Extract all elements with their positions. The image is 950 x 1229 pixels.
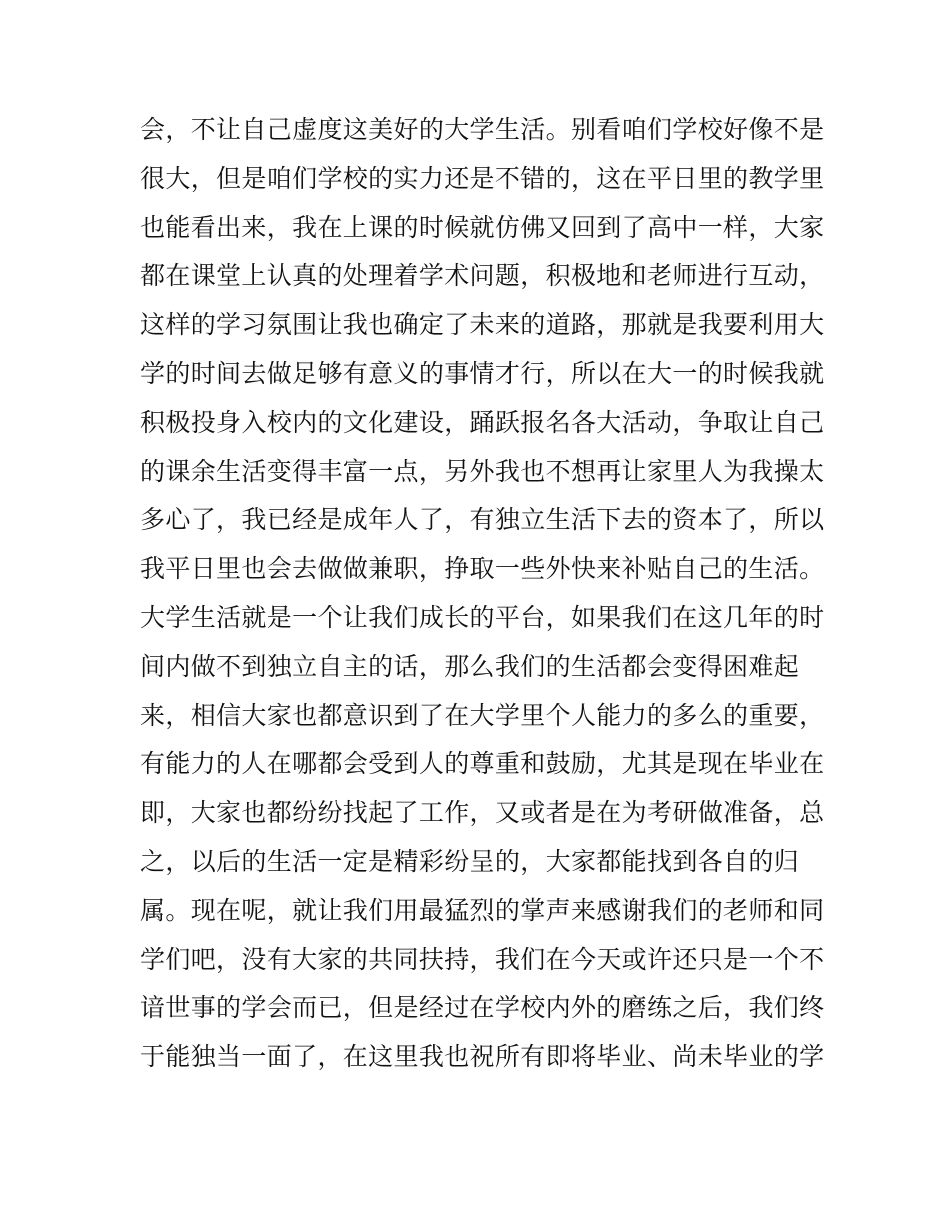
text-line-13: 来，相信大家也都意识到了在大学里个人能力的多么的重要， bbox=[140, 700, 825, 730]
text-line-7: 积极投身入校内的文化建设，踊跃报名各大活动，争取让自己 bbox=[140, 407, 825, 437]
text-line-5: 这样的学习氛围让我也确定了未来的道路，那就是我要利用大 bbox=[140, 310, 825, 340]
text-line-2: 很大，但是咱们学校的实力还是不错的，这在平日里的教学里 bbox=[140, 163, 825, 193]
text-line-9: 多心了，我已经是成年人了，有独立生活下去的资本了，所以 bbox=[140, 505, 825, 535]
text-line-19: 谙世事的学会而已，但是经过在学校内外的磨练之后，我们终 bbox=[140, 993, 825, 1023]
text-line-12: 间内做不到独立自主的话，那么我们的生活都会变得困难起 bbox=[140, 651, 800, 681]
text-line-11: 大学生活就是一个让我们成长的平台，如果我们在这几年的时 bbox=[140, 602, 825, 632]
text-line-8: 的课余生活变得丰富一点，另外我也不想再让家里人为我操太 bbox=[140, 456, 825, 486]
text-line-17: 属。现在呢，就让我们用最猛烈的掌声来感谢我们的老师和同 bbox=[140, 895, 825, 925]
text-line-16: 之，以后的生活一定是精彩纷呈的，大家都能找到各自的归 bbox=[140, 846, 800, 876]
text-line-6: 学的时间去做足够有意义的事情才行，所以在大一的时候我就 bbox=[140, 358, 825, 388]
text-line-20: 于能独当一面了，在这里我也祝所有即将毕业、尚未毕业的学 bbox=[140, 1042, 825, 1072]
text-line-4: 都在课堂上认真的处理着学术问题，积极地和老师进行互动， bbox=[140, 261, 825, 291]
text-line-3: 也能看出来，我在上课的时候就仿佛又回到了高中一样，大家 bbox=[140, 212, 825, 242]
text-line-15: 即，大家也都纷纷找起了工作，又或者是在为考研做准备，总 bbox=[140, 798, 825, 828]
text-line-14: 有能力的人在哪都会受到人的尊重和鼓励，尤其是现在毕业在 bbox=[140, 749, 825, 779]
text-line-10: 我平日里也会去做做兼职，挣取一些外快来补贴自己的生活。 bbox=[140, 554, 825, 584]
body-text bbox=[140, 106, 825, 1082]
text-line-18: 学们吧，没有大家的共同扶持，我们在今天或许还只是一个不 bbox=[140, 944, 825, 974]
text-line-1: 会，不让自己虚度这美好的大学生活。别看咱们学校好像不是 bbox=[140, 115, 825, 144]
